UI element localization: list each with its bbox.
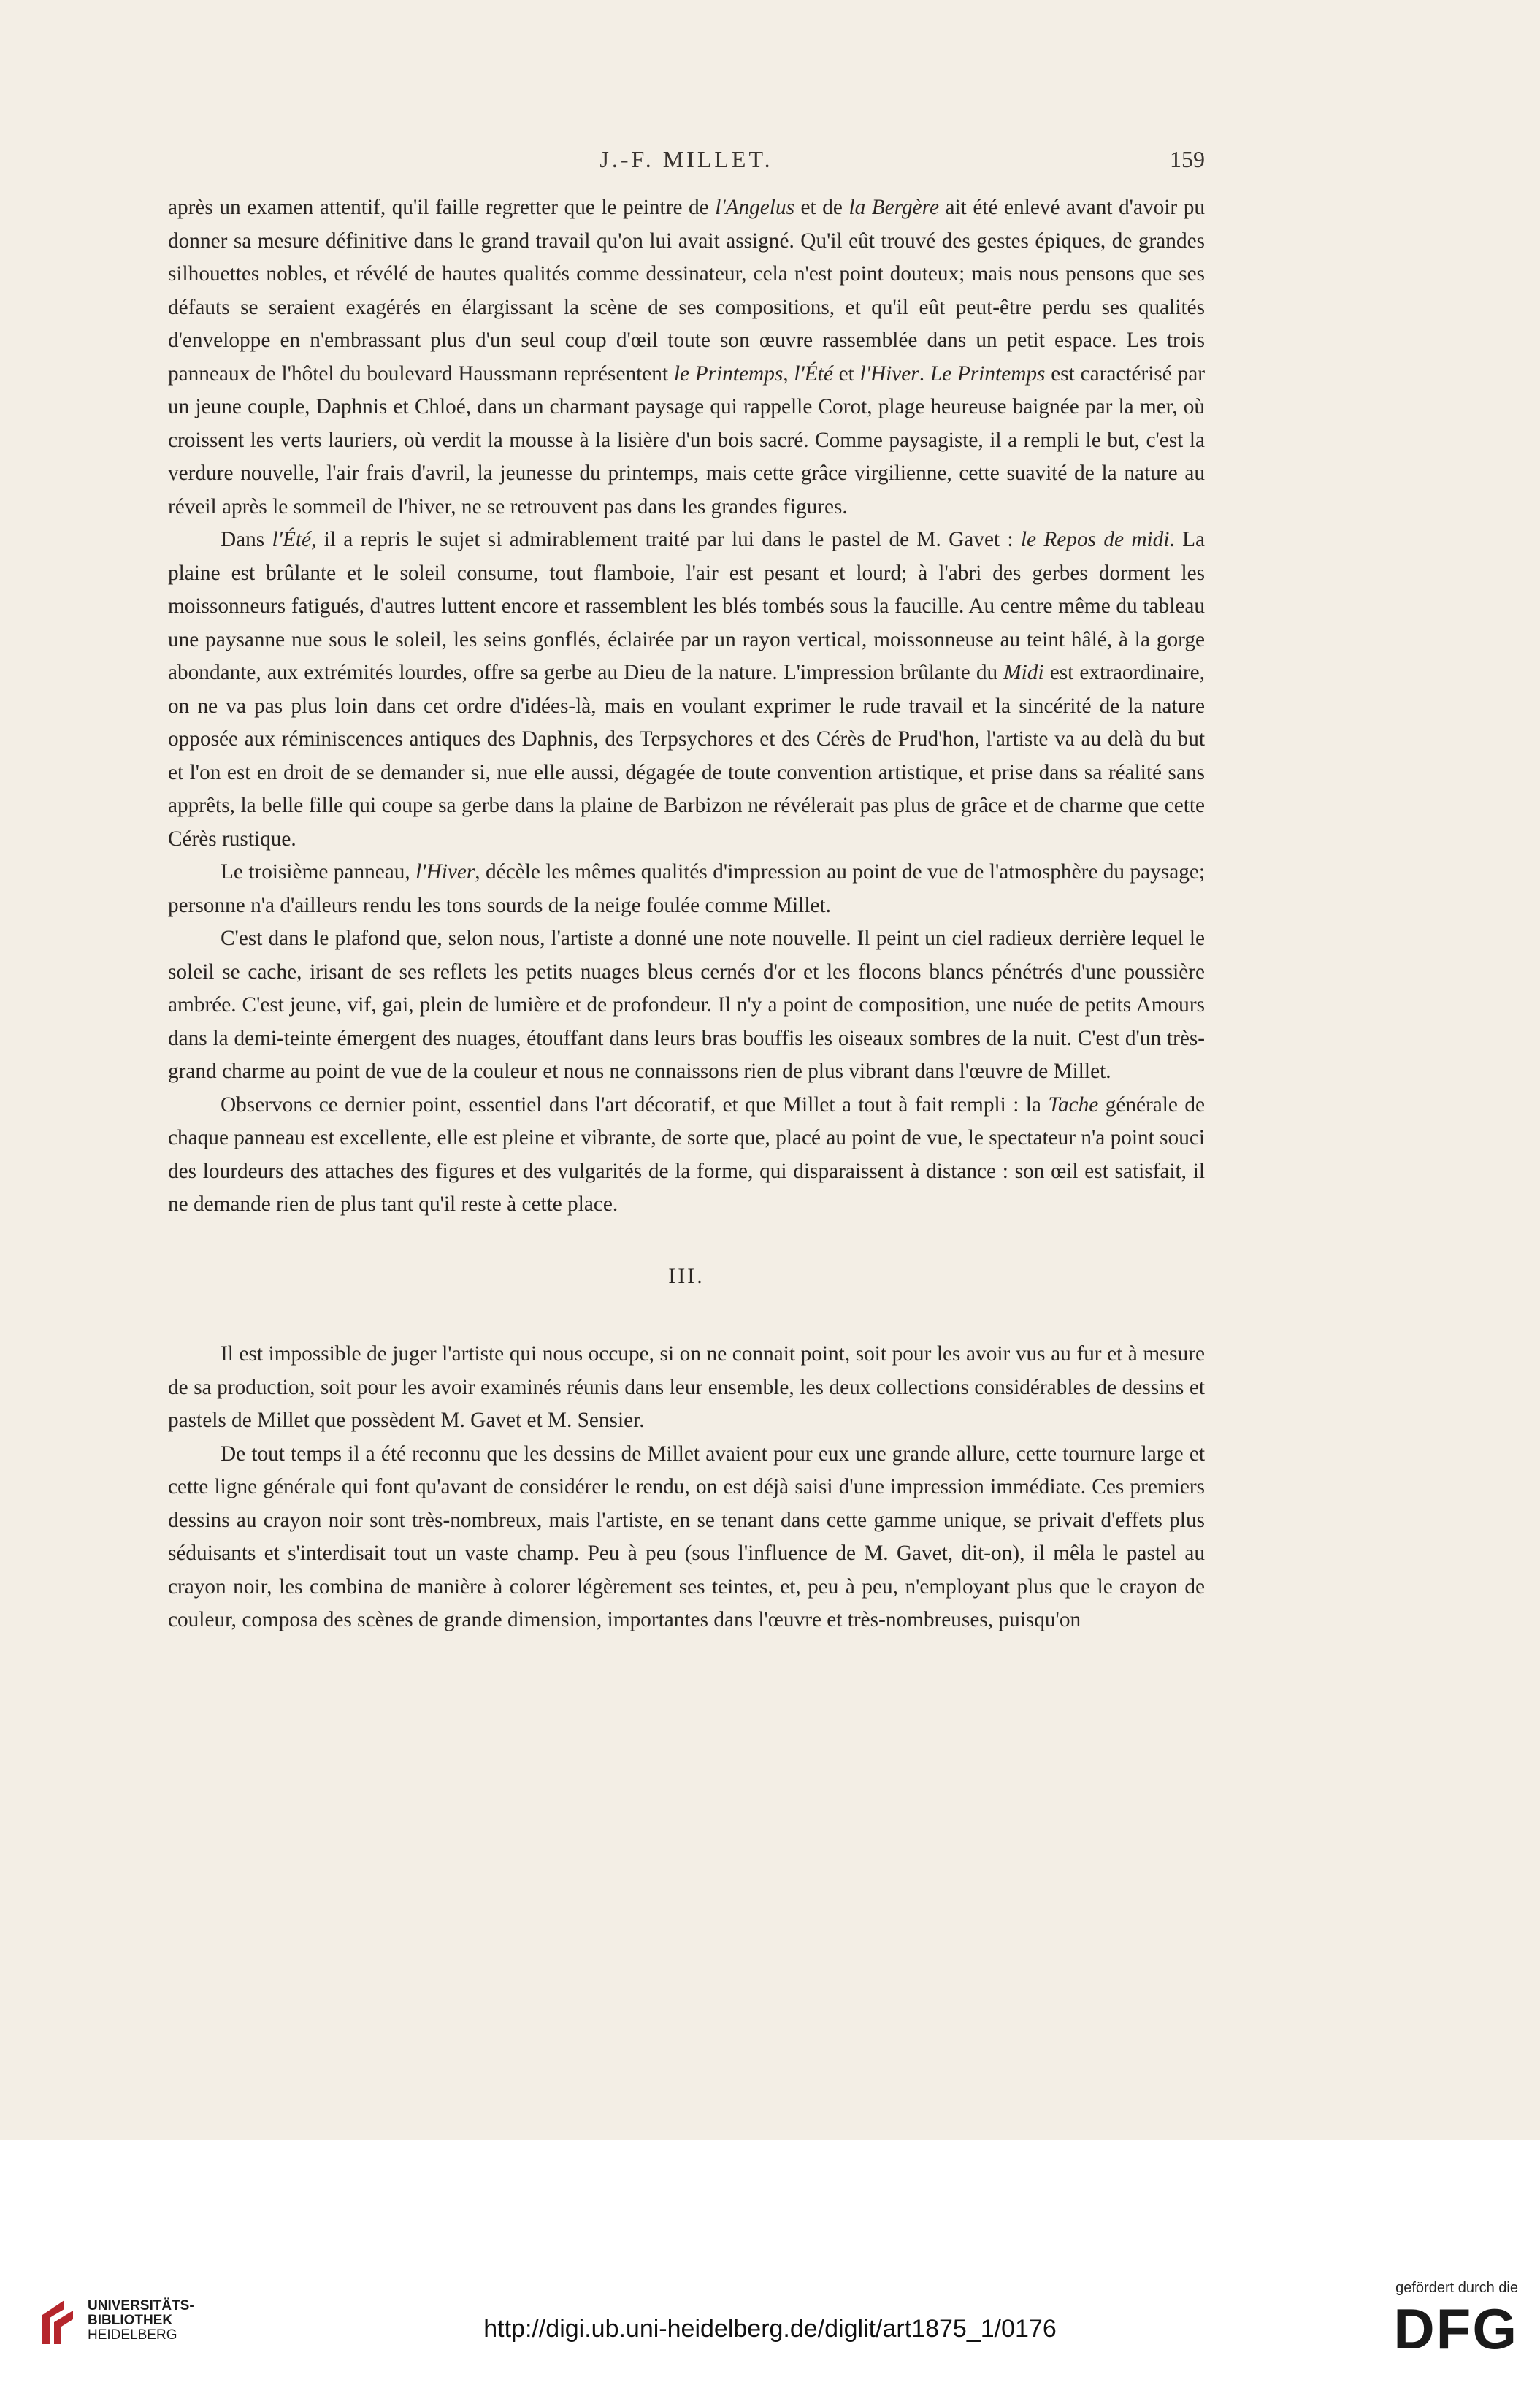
- text-run: De tout temps il a été reconnu que les dessins de Millet avaient pour eux une grande allure, cette tournure large et cette ligne générale qui font qu'avant de considérer le rendu, on est déjà saisi d'une impression immédiate. Ces premiers dessins au crayon noir sont très-nombreux, mais l'artiste, en se tenant dans cette gamme unique, se privait d'effets plus séduisants et s'interdisait tout un vaste champ. Peu à peu (sous l'influence de M. Gavet, dit-on), il mêla le pastel au crayon noir, les combina de manière à colorer légèrement ses teintes, et, peu à peu, n'employant plus que le crayon de couleur, composa des scènes de grande dimension, importantes dans l'œuvre et très-nombreuses, puisqu'on: [168, 1442, 1205, 1631]
- italic-title: l'Hiver: [415, 860, 475, 884]
- text-run: . La plaine est brûlante et le soleil consume, tout flamboie, l'air est pesant et lourd; à l'abri des gerbes dorment les moissonneurs fatigués, d'autres luttent encore et rassemblent les blés tombés sous la faucille. Au centre même du tableau une paysanne nue sous le soleil, les seins gonflés, éclairée par un rayon vertical, moissonneuse au teint hâlé, à la gorge abondante, aux extrémités lourdes, offre sa gerbe au Dieu de la nature. L'impression brûlante du: [168, 528, 1205, 684]
- italic-title: le Repos de midi: [1020, 528, 1170, 551]
- library-line-1: UNIVERSITÄTS-: [88, 2298, 194, 2313]
- text-run: .: [919, 361, 930, 386]
- paragraph-1: [168, 191, 1205, 524]
- paragraph-6: [168, 1338, 1205, 1438]
- italic-title: l'Hiver: [859, 361, 919, 386]
- paragraph-5: [168, 1089, 1205, 1222]
- text-run: , il a repris le sujet si admirablement traité par lui dans le pastel de M. Gavet :: [311, 528, 1021, 551]
- running-head: [168, 146, 1205, 183]
- text-run: Dans: [221, 528, 272, 551]
- paragraph-3: [168, 856, 1205, 922]
- text-run: générale de chaque panneau est excellente, elle est pleine et vibrante, de sorte que, placé au point de vue, le spectateur n'a point souci des lourdeurs des attaches des figures et des vulgarités de la forme, qui disparaissent à distance : son œil est satisfait, il ne demande rien de plus tant qu'il reste à cette place.: [168, 1092, 1205, 1216]
- text-run: est extraordinaire, on ne va pas plus loin dans cet ordre d'idées-là, mais en voulant exprimer le rude travail et la sincérité de la nature opposée aux réminiscences antiques des Daphnis, des Terpsychores et des Cérès de Prud'hon, l'artiste va au delà du but et l'on est en droit de se demander si, nue elle aussi, dégagée de toute convention artistique, et prise dans sa réalité sans apprêts, la belle fille qui coupe sa gerbe dans la plaine de Barbizon ne révélerait pas plus de grâce et de charme que cette Cérès rustique.: [168, 661, 1206, 851]
- library-line-2: BIBLIOTHEK: [88, 2313, 173, 2328]
- section-heading: III.: [668, 1263, 705, 1288]
- italic-title: Le Printemps: [930, 361, 1046, 386]
- funder-label: gefördert durch die: [1395, 2280, 1518, 2296]
- dfg-logo: DFG: [1393, 2297, 1518, 2361]
- body-text: [168, 191, 1205, 1637]
- italic-title: le Printemps, l'Été: [673, 361, 833, 386]
- paragraph-4: [168, 922, 1205, 1089]
- paragraph-7: [168, 1438, 1205, 1637]
- text-run: Le troisième panneau,: [221, 860, 416, 884]
- italic-title: l'Été: [272, 528, 311, 551]
- italic-title: la Bergère: [848, 196, 939, 219]
- text-run: ait été enlevé avant d'avoir pu donner sa mesure définitive dans le grand travail qu'on lui avait assigné. Qu'il eût trouvé des gestes épiques, de grandes silhouettes nobles, et révélé de hautes qualités comme dessinateur, cela n'est point douteux; mais nous pensons que ses défauts se seraient exagérés en élargissant la scène de ses compositions, et qu'il eût peut-être perdu ses qualités d'enveloppe en n'embrassant plus d'un seul coup d'œil toute son œuvre rassemblée dans un petit espace. Les trois panneaux de l'hôtel du boulevard Haussmann représentent: [168, 196, 1205, 386]
- italic-title: Tache: [1048, 1092, 1099, 1117]
- permalink-url[interactable]: http://digi.ub.uni-heidelberg.de/diglit/art1875_1/0176: [483, 2315, 1057, 2343]
- digitization-footer: [0, 2140, 1540, 2385]
- page-number: 159: [1170, 146, 1205, 172]
- text-run: Il est impossible de juger l'artiste qui nous occupe, si on ne connait point, soit pour les avoir vus au fur et à mesure de sa production, soit pour les avoir examinés réunis dans leur ensemble, les deux collections considérables de dessins et pastels de Millet que possèdent M. Gavet et M. Sensier.: [168, 1342, 1205, 1432]
- text-run: C'est dans le plafond que, selon nous, l'artiste a donné une note nouvelle. Il peint un ciel radieux derrière lequel le soleil se cache, irisant de ses reflets les petits nuages bleus cernés d'or et les flocons blancs pénétrés d'une poussière ambrée. C'est jeune, vif, gai, plein de lumière et de profondeur. Il n'y a point de composition, une nuée de petits Amours dans la demi-teinte émergent des nuages, étouffant dans leurs bras bouffis les oiseaux sombres de la nuit. C'est d'un très-grand charme au point de vue de la couleur et nous ne connaissons rien de plus vibrant dans l'œuvre de Millet.: [168, 927, 1205, 1083]
- text-run: après un examen attentif, qu'il faille regretter que le peintre de: [168, 196, 716, 219]
- text-run: Observons ce dernier point, essentiel dans l'art décoratif, et que Millet a tout à fait rempli : la: [221, 1092, 1049, 1117]
- italic-title: l'Angelus: [715, 196, 794, 219]
- text-run: est caractérisé par un jeune couple, Daphnis et Chloé, dans un charmant paysage qui rappelle Corot, plage heureuse baignée par la mer, où croissent les verts lauriers, où verdit la mousse à la lisière d'un bois sacré. Comme paysagiste, il a rempli le but, c'est la verdure nouvelle, l'air frais d'avril, la jeunesse du printemps, mais cette grâce virgilienne, cette suavité de la nature au réveil après le sommeil de l'hiver, ne se retrouvent pas dans les grandes figures.: [168, 361, 1205, 518]
- italic-title: Midi: [1003, 661, 1044, 684]
- text-run: , décèle les mêmes qualités d'impression au point de vue de l'atmosphère du paysage; personne n'a d'ailleurs rendu les tons sourds de la neige foulée comme Millet.: [168, 860, 1205, 917]
- text-run: et de: [794, 196, 849, 219]
- running-title: J.-F. MILLET.: [599, 146, 773, 172]
- funder-credit: [1393, 2280, 1518, 2361]
- library-line-3: HEIDELBERG: [88, 2327, 177, 2343]
- paragraph-2: [168, 524, 1205, 856]
- text-run: et: [832, 361, 860, 386]
